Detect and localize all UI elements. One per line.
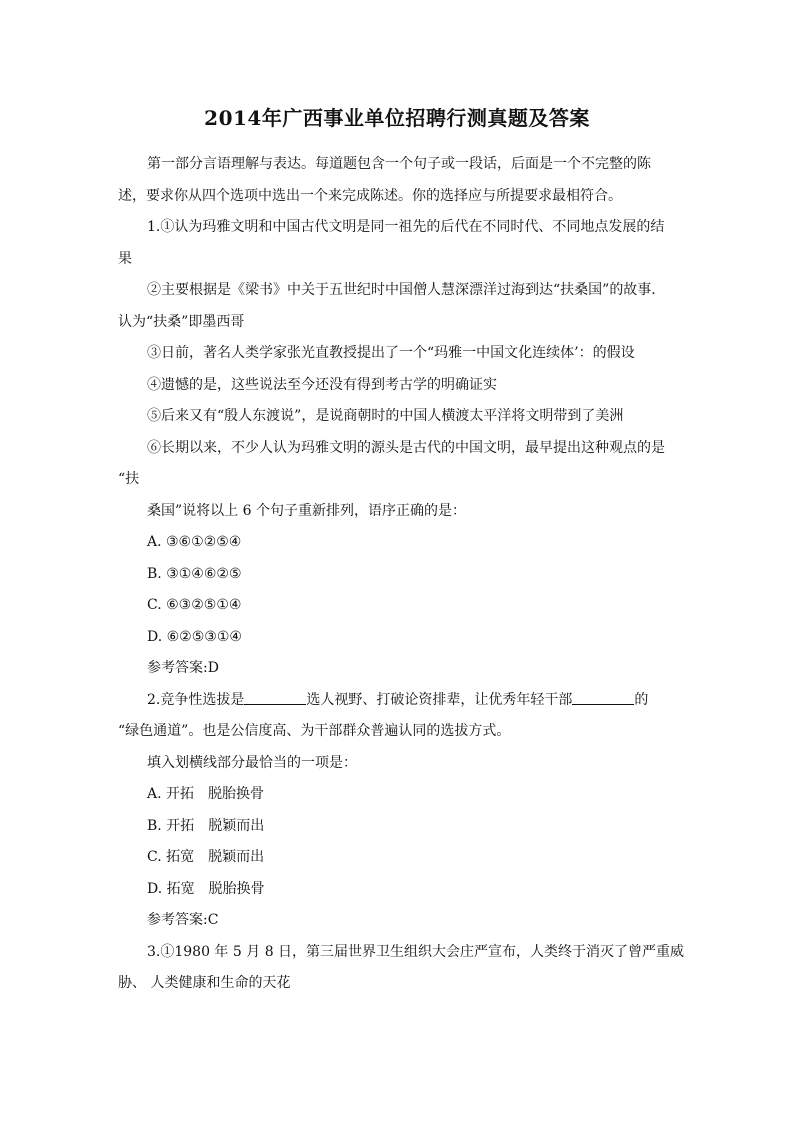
section-intro: 第一部分言语理解与表达。每道题包含一个句子或一段话，后面是一个不完整的陈述，要求你从四个选项中选出一个来完成陈述。你的选择应与所提要求最相符合。 — [118, 156, 651, 204]
q2-blank-2 — [572, 690, 634, 705]
q2-prompt: 填入划横线部分最恰当的一项是： — [147, 754, 357, 771]
q2-option-b: B. 开拓 脱颖而出 — [147, 817, 265, 834]
q1-option-a: A. ③⑥①②⑤④ — [147, 534, 242, 550]
q2-option-d: D. 拓宽 脱胎换骨 — [147, 880, 265, 897]
q1-answer: 参考答案:D — [147, 660, 219, 676]
q1-sentence-2-cont: 认为“扶桑”即墨西哥 — [118, 313, 245, 330]
q3-stem-cont: 胁、 人类健康和生命的天花 — [118, 975, 291, 991]
q1-sentence-4: ④遗憾的是，这些说法至今还没有得到考古学的明确证实 — [147, 376, 497, 393]
q1-prompt: 桑国”说将以上 6 个句子重新排列，语序正确的是： — [147, 502, 466, 519]
document-body — [118, 149, 685, 1000]
q1-sentence-6-cont: “扶 — [118, 471, 140, 487]
q1-sentence-6: ⑥长期以来，不少人认为玛雅文明的源头是古代的中国文明，最早提出这种观点的是 — [147, 439, 665, 456]
q1-sentence-2: ②主要根据是《梁书》中关于五世纪时中国僧人慧深漂洋过海到达“扶桑国”的故事. — [147, 282, 656, 298]
q2-option-a: A. 开拓 脱胎换骨 — [147, 786, 265, 802]
q2-option-c: C. 拓宽 脱颖而出 — [147, 849, 265, 865]
q1-option-b: B. ③①④⑥②⑤ — [147, 565, 242, 582]
q2-answer: 参考答案:C — [147, 912, 219, 928]
q2-stem-part-2: 选人视野、打破论资排辈，让优秀年轻干部 — [306, 691, 573, 708]
q2-stem — [118, 685, 678, 717]
q1-sentence-3: ③日前，著名人类学家张光直教授提出了一个“玛雅一中国文化连续体’：的假设 — [147, 345, 635, 361]
q1-sentence-1-cont: 果 — [118, 250, 132, 267]
q2-stem-part-1: 2.竞争性选拔是 — [147, 691, 245, 708]
q3-stem: 3.①1980 年 5 月 8 日，第三届世界卫生组织大会庄严宣布，人类终于消灭了曾严重威 — [147, 943, 685, 960]
q2-stem-part-3: 的 — [634, 691, 649, 708]
document-title: 2014年广西事业单位招聘行测真题及答案 — [204, 106, 590, 130]
q1-sentence-5: ⑤后来又有“殷人东渡说”，是说商朝时的中国人横渡太平洋将文明带到了美洲 — [147, 408, 624, 424]
q2-stem-cont: “绿色通道”。也是公信度高、为干部群众普遍认同的选拔方式。 — [118, 723, 511, 739]
q1-option-c: C. ⑥③②⑤①④ — [147, 597, 242, 613]
q1-sentence-1: 1.①认为玛雅文明和中国古代文明是同一祖先的后代在不同时代、不同地点发展的结 — [147, 219, 665, 235]
q1-option-d: D. ⑥②⑤③①④ — [147, 628, 242, 645]
q2-blank-1 — [244, 690, 306, 705]
